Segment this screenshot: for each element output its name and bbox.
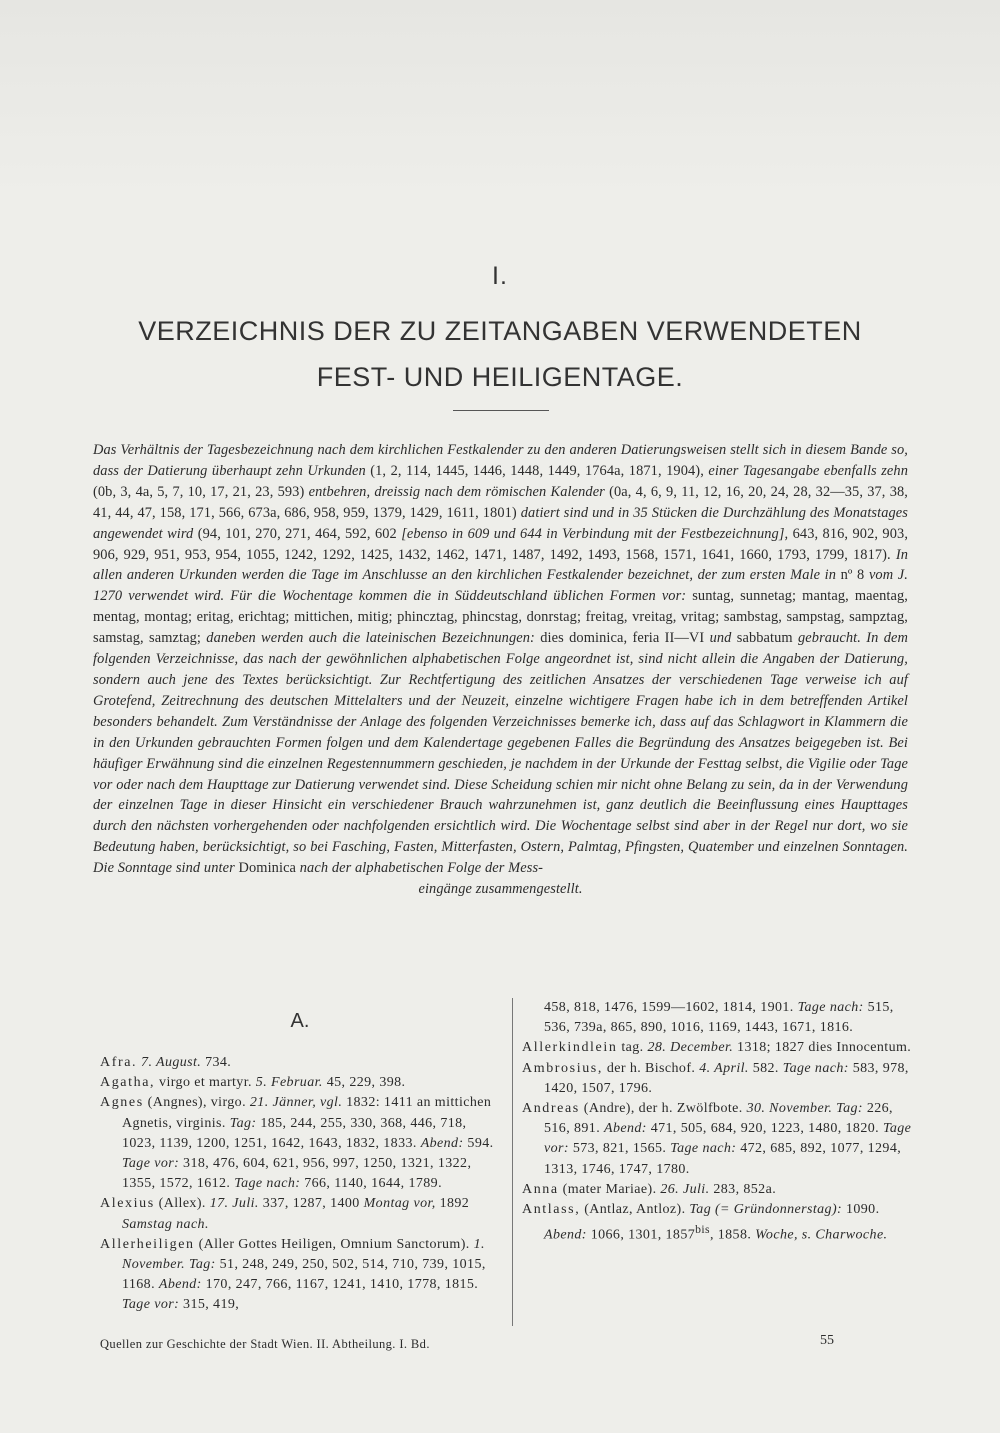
entry-date-label: Abend: <box>158 1277 206 1293</box>
entry-text: 472, 685, 892, 1077, 1294, 1313, 1746, 1747, 1780. <box>544 1141 902 1177</box>
entry-headword: Allerheiligen <box>100 1236 195 1252</box>
index-entry <box>522 1059 918 1099</box>
entry-headword: Afra. <box>100 1055 138 1070</box>
entry-date-label: Tage nach: <box>782 1060 853 1076</box>
entry-date-label: Tage vor: <box>122 1156 184 1172</box>
entry-text: (mater Mariae). <box>558 1181 661 1197</box>
entry-text: 471, 505, 684, 920, 1223, 1480, 1820. <box>650 1121 883 1137</box>
entry-text: 582. <box>752 1060 783 1076</box>
index-entry <box>100 1235 500 1316</box>
page-title-line-1: VERZEICHNIS DER ZU ZEITANGABEN VERWENDETEN <box>138 316 862 346</box>
entry-text: 1832: 1411 an mittichen Agnetis, virginis. <box>122 1095 492 1131</box>
intro-text: vom J. 1270 verwendet wird. Für die Wochentage kommen die in Süddeutschland üblichen Formen vor: <box>93 567 908 605</box>
title-divider <box>453 410 549 411</box>
entry-date-label: Tage vor: <box>544 1121 912 1157</box>
index-entry <box>100 1194 500 1234</box>
entry-date-label: 5. Februar. <box>255 1075 327 1091</box>
entry-date-label: Abend: <box>420 1135 468 1151</box>
entry-text: (Aller Gottes Heiligen, Omnium Sanctorum). <box>194 1236 474 1252</box>
entry-text: 458, 818, 1476, 1599—1602, 1814, 1901. <box>544 1000 798 1015</box>
entry-text: (Allex). <box>154 1196 210 1212</box>
entry-text: 583, 978, 1420, 1507, 1796. <box>544 1060 909 1096</box>
entry-headword: Allerkindlein <box>522 1040 618 1056</box>
entry-text: 185, 244, 255, 330, 368, 446, 718, 1023, 1139, 1200, 1251, 1642, 1643, 1832, 1833. <box>122 1115 467 1151</box>
footer-source: Quellen zur Geschichte der Stadt Wien. II. Abtheilung. I. Bd. <box>100 1337 430 1351</box>
entry-headword: Antlass, <box>522 1202 581 1218</box>
weekday-forms: suntag, sunnetag; mantag, maentag, mentag, montag; eritag, erichtag; mittichen, mitig; phincztag, phincstag, donrstag; freitag, vreitag, vritag; sambstag, sampstag, sampztag, samstag, samztag; <box>93 588 908 647</box>
entry-headword: Ambrosius, <box>522 1060 603 1076</box>
entry-text: 515, 536, 739a, 865, 890, 1016, 1169, 1443, 1671, 1816. <box>544 1000 894 1036</box>
right-column <box>522 998 918 1246</box>
entry-date-label: Tage vor: <box>122 1297 184 1313</box>
index-entry <box>100 1093 500 1194</box>
page-number: 55 <box>820 1333 834 1348</box>
entry-date-label: 28. December. <box>647 1040 738 1056</box>
entry-text: 315, 419, <box>183 1297 240 1313</box>
entry-text: 51, 248, 249, 250, 502, 514, 710, 739, 1015, 1168. <box>122 1257 486 1293</box>
intro-term: Dominica <box>238 860 297 877</box>
intro-text: Das Verhältnis der Tagesbezeichnung nach dem kirchlichen Festkalender zu den anderen Datierungsweisen stellt sich in diesem Bande so, dass der Datierung überhaupt zehn Urkunden <box>93 442 908 479</box>
page-title <box>100 308 900 400</box>
entry-text: 1892 <box>439 1196 470 1212</box>
entry-date-label: Samstag nach. <box>122 1216 209 1232</box>
entry-text: 283, 852a. <box>713 1181 777 1197</box>
entry-date-label: Woche, s. Charwoche. <box>755 1227 888 1243</box>
entry-date-label: 26. Juli. <box>660 1181 714 1197</box>
entry-headword: Andreas <box>522 1101 580 1117</box>
entry-headword: Agnes <box>100 1095 144 1111</box>
entry-text: bis <box>695 1223 710 1237</box>
index-entry <box>522 1200 918 1246</box>
intro-text: nach der alphabetischen Folge der Mess- <box>296 860 544 877</box>
index-entry <box>522 1180 918 1200</box>
entry-headword: Alexius <box>100 1196 155 1212</box>
entry-date-label: 7. August. <box>137 1055 206 1070</box>
entry-date-label: Abend: <box>604 1121 651 1137</box>
intro-text: einer Tagesangabe ebenfalls zehn <box>703 462 908 479</box>
intro-text: entbehren, dreissig nach dem römischen Kalender <box>304 483 610 500</box>
index-entry <box>100 1053 500 1073</box>
entry-date-label: 21. Jänner, vgl. <box>249 1095 347 1111</box>
entry-text: 573, 821, 1565. <box>572 1141 671 1157</box>
section-letter: A. <box>290 1010 310 1032</box>
entry-text: 170, 247, 766, 1167, 1241, 1410, 1778, 1815. <box>205 1277 479 1293</box>
entry-date-label: Tag (= Gründonnerstag): <box>689 1202 846 1218</box>
page-top-shade <box>0 0 1000 200</box>
entry-date-label: Montag vor, <box>363 1196 440 1212</box>
entry-text: 766, 1140, 1644, 1789. <box>304 1176 442 1192</box>
entry-text: 318, 476, 604, 621, 956, 997, 1250, 1321, 1322, 1355, 1572, 1612. <box>122 1156 472 1192</box>
intro-text: daneben werden auch die lateinischen Bezeichnungen: <box>201 630 541 647</box>
column-divider <box>512 998 513 1326</box>
entry-text: 1090. <box>845 1202 880 1218</box>
section-numeral: I. <box>492 262 508 290</box>
intro-text: datiert sind und in 35 Stücken die Durchzählung des Monatstages angewendet wird <box>93 504 908 542</box>
intro-refs: (94, 101, 270, 271, 464, 592, 602 <box>197 525 397 542</box>
intro-paragraph <box>93 440 908 900</box>
intro-refs: nº 8 <box>840 567 865 584</box>
intro-refs: (0b, 3, 4a, 5, 7, 10, 17, 21, 23, 593) <box>93 483 305 500</box>
entry-date-label: Abend: <box>544 1227 591 1243</box>
entry-date-label: 1. November. Tag: <box>122 1236 485 1273</box>
latin-forms: sabbatum <box>736 630 793 647</box>
entry-text: , 1858. <box>709 1227 756 1243</box>
entry-text: virgo et martyr. <box>155 1075 256 1091</box>
index-entry-continued <box>522 998 918 1038</box>
entry-date-label: Tag: <box>229 1115 261 1131</box>
entry-date-label: Tage nach: <box>234 1176 305 1192</box>
entry-date-label: 17. Juli. <box>209 1196 263 1212</box>
page-title-line-2: FEST- UND HEILIGENTAGE. <box>316 362 684 392</box>
intro-text: In allen anderen Urkunden werden die Tage im Anschlusse an den kirchlichen Festkalender bezeichnet, der zum ersten Male in <box>93 546 909 584</box>
intro-refs: (1, 2, 114, 1445, 1446, 1448, 1449, 1764a, 1871, 1904), <box>370 462 704 479</box>
index-entry <box>522 1099 918 1180</box>
entry-text: 1066, 1301, 1857 <box>590 1227 696 1243</box>
entry-headword: Anna <box>522 1181 559 1197</box>
entry-date-label: Tage nach: <box>670 1141 741 1157</box>
entry-text: 594. <box>467 1135 494 1151</box>
intro-text: [ebenso in 609 und 644 in Verbindung mit der Festbezeichnung], <box>396 525 793 542</box>
entry-text: 1318; 1827 dies Innocentum. <box>737 1040 912 1056</box>
entry-text: 226, 516, 891. <box>544 1101 893 1137</box>
entry-date-label: 4. April. <box>699 1060 753 1076</box>
intro-text: und <box>704 630 737 647</box>
entry-date-label: 30. November. Tag: <box>746 1101 867 1117</box>
latin-forms: dies dominica, feria II—VI <box>540 630 705 647</box>
entry-text: (Angnes), virgo. <box>143 1095 250 1111</box>
entry-text: 45, 229, 398. <box>326 1075 406 1091</box>
entry-headword: Agatha, <box>100 1075 156 1091</box>
entry-text: (Andre), der h. Zwölfbote. <box>579 1101 747 1117</box>
entry-date-label: Tage nach: <box>797 1000 868 1015</box>
intro-last-line: eingänge zusammengestellt. <box>418 881 583 898</box>
entry-text: der h. Bischof. <box>602 1060 700 1076</box>
left-column <box>100 1053 500 1316</box>
entry-text: tag. <box>617 1040 648 1056</box>
entry-text: 734. <box>205 1055 232 1070</box>
intro-refs: (0a, 4, 6, 9, 11, 12, 16, 20, 24, 28, 32—35, 37, 38, 41, 44, 47, 158, 171, 566, 673a, 686, 958, 959, 1379, 1429, 1611, 1801) <box>93 483 908 521</box>
index-entry <box>522 1038 918 1058</box>
index-entry <box>100 1073 500 1093</box>
intro-refs: 643, 816, 902, 903, 906, 929, 951, 953, 954, 1055, 1242, 1292, 1425, 1432, 1462, 1471, 1487, 1492, 1493, 1568, 1571, 1641, 1660, 1793, 1799, 1817). <box>93 525 909 563</box>
entry-text: 337, 1287, 1400 <box>262 1196 364 1212</box>
intro-text: gebraucht. In dem folgenden Verzeichnisse, das nach der gewöhnlichen alphabetischen Folge angeordnet ist, sind nicht allein die Angaben der Datierung, sondern auch jene des Textes berücksichtigt. Zur Rechtfertigung des zeitlichen Ansatzes der verschiedenen Tage verweise ich auf Grotefend, Zeitrechnung des deutschen Mittelalters und der Neuzeit, einzelne wichtigere Fragen habe ich in dem betreffenden Artikel besonders behandelt. Zum Verständnisse der Anlage des folgenden Verzeichnisses bemerke ich, dass auf das Schlagwort in Klammern die in den Urkunden gebrauchten Formen folgen und dem Kalendertage gegebenen Falles die Begründung des Ansatzes beigegeben ist. Bei häufiger Erwähnung sind die einzelnen Regestennummern geschieden, je nachdem in der Urkunde der Festtag selbst, die Vigilie oder Tage vor oder nach dem Haupttage zur Datierung verwendet sind. Diese Scheidung schien mir nicht ohne Belang zu sein, da in der Verwendung der einzelnen Tage in dieser Hinsicht ein verschiedener Brauch wahrzunehmen ist, ganz deutlich die Beeinflussung eines Haupttages durch den nächsten vorhergehenden oder nachfolgenden ersichtlich wird. Die Wochentage selbst sind aber in der Regel nur dort, wo sie Bedeutung haben, berücksichtigt, so bei Fasching, Fasten, Mitterfasten, Ostern, Palmtag, Pfingsten, Quatember und einzelnen Sonntagen. Die Sonntage sind unter <box>93 630 909 877</box>
entry-text: (Antlaz, Antloz). <box>580 1202 690 1218</box>
